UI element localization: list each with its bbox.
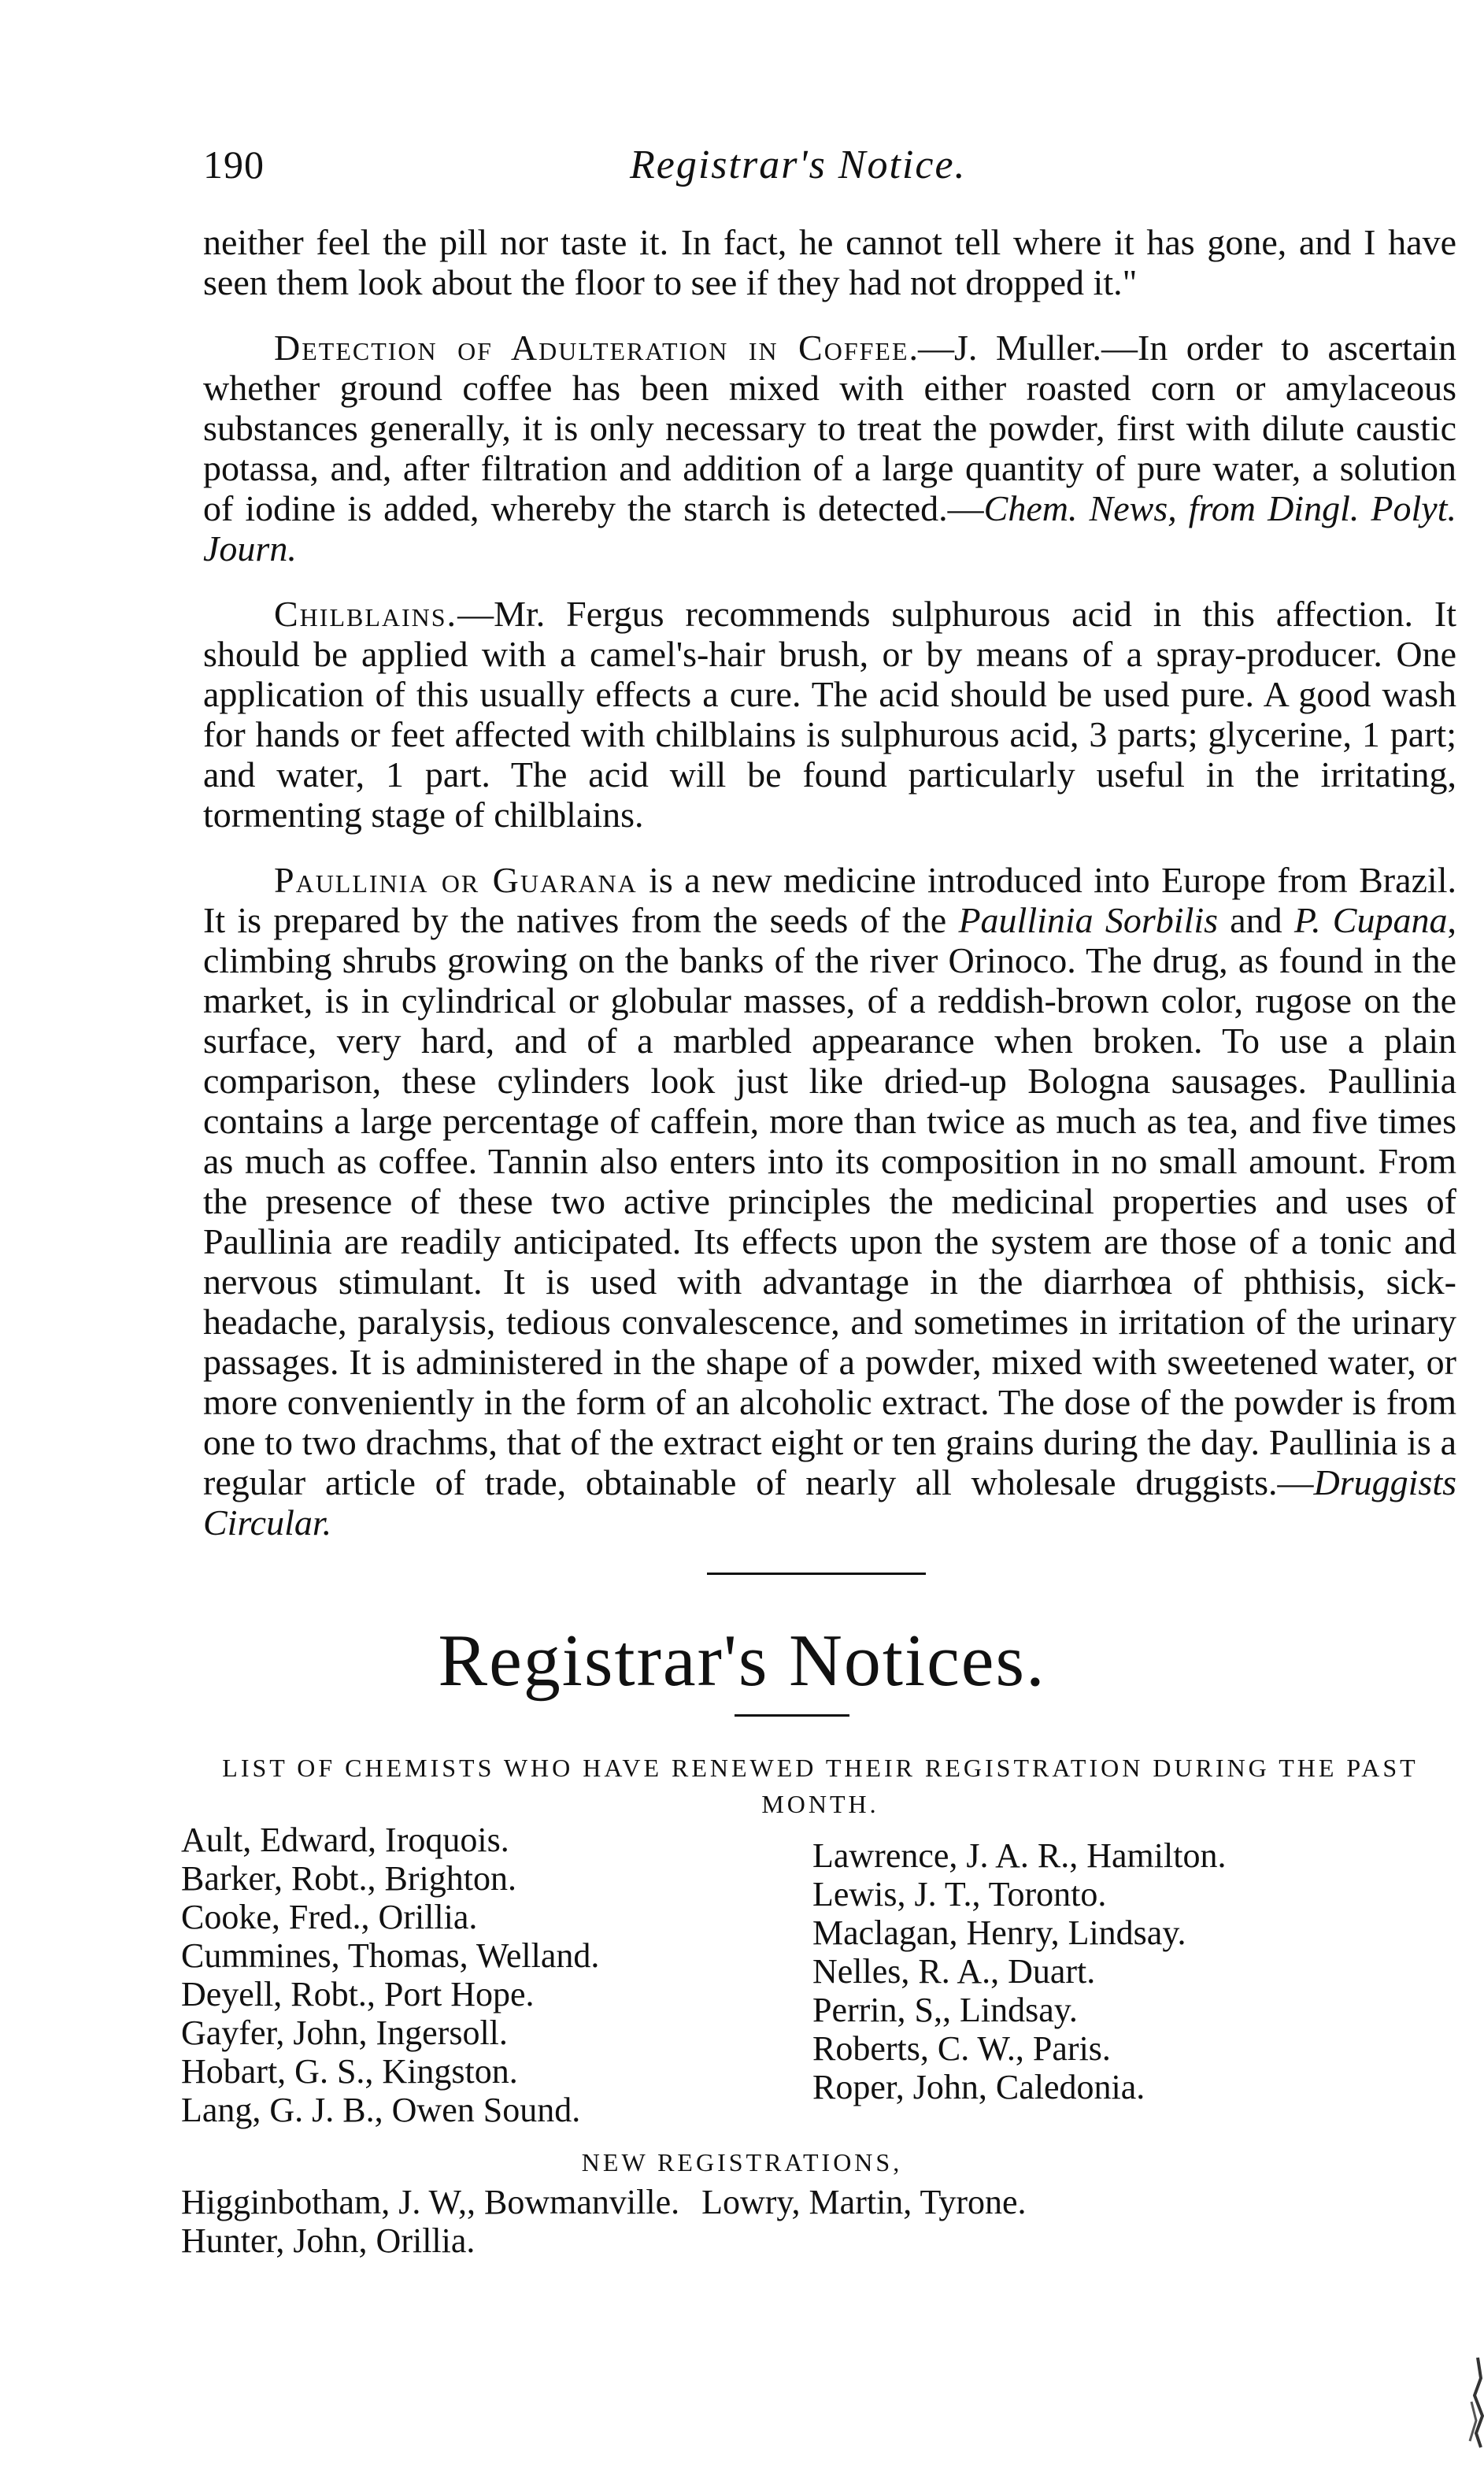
list-item: Nelles, R. A., Duart. — [812, 1952, 1096, 1991]
coffee-source: Chem. News, from Dingl. Polyt. Journ. — [203, 488, 1456, 569]
list-item: Ault, Edward, Iroquois. — [181, 1821, 509, 1859]
list-item: Lewis, J. T., Toronto. — [812, 1875, 1107, 1913]
opening-paragraph: neither feel the pill nor taste it. In fact, he cannot tell where it has gone, and I have seen them look about the floor to see if they had not dropped it." — [203, 222, 1456, 302]
list-item: Hunter, John, Orillia. — [181, 2221, 476, 2260]
list-item: Deyell, Robt., Port Hope. — [181, 1975, 535, 2013]
coffee-paragraph — [203, 328, 1456, 569]
list-item: Barker, Robt., Brighton. — [181, 1859, 516, 1898]
renewed-list-left — [181, 1821, 599, 2129]
list-item: Lang, G. J. B., Owen Sound. — [181, 2091, 581, 2129]
new-entry: Lowry, Martin, Tyrone. — [701, 2183, 1027, 2221]
paullinia-source: Druggists Circular. — [203, 1462, 1456, 1543]
notices-title: Registrar's Notices. — [438, 1620, 1046, 1702]
paullinia-heading: Paullinia or Guarana — [274, 860, 638, 900]
section-divider — [707, 1573, 926, 1575]
title-underline — [735, 1714, 849, 1717]
chilblains-text: —Mr. Fergus recommends sulphurous acid in this affection. It should be applied with a camel's-hair brush, or by means of a spray-producer. One application of this usually effects a cure. The acid should be used pure. A good wash for hands or feet affected with chilblains is sulphurous acid, 3 parts; glycerine, 1 part; and water, 1 part. The acid will be found particularly useful in the irritating, tormenting stage of chilblains. — [203, 594, 1456, 835]
coffee-heading: Detection of Adulteration in Coffee — [274, 328, 909, 368]
list-item: Cooke, Fred., Orillia. — [181, 1898, 478, 1936]
list-item: Cummines, Thomas, Welland. — [181, 1936, 600, 1975]
renewed-heading: LIST OF CHEMISTS WHO HAVE RENEWED THEIR REGISTRATION DURING THE PAST MONTH. — [222, 1754, 1419, 1818]
list-item: Roper, John, Caledonia. — [812, 2068, 1145, 2106]
list-item: Perrin, S,, Lindsay. — [812, 1991, 1078, 2029]
page-edge-mark — [1464, 2354, 1484, 2449]
paullinia-paragraph — [203, 860, 1456, 1543]
list-item — [181, 2183, 1027, 2221]
paullinia-text-2: and — [1218, 900, 1294, 940]
paullinia-text-1: is a new medicine introduced into Europe from Brazil. It is prepared by the natives from the seeds of the — [203, 860, 1456, 940]
paullinia-text-3: , climbing shrubs growing on the banks of the river Orinoco. The drug, as found in the market, is in cylindrical or globular masses, of a reddish-brown color, rugose on the surface, very hard, and of a marbled appearance when broken. To use a plain comparison, these cylinders look just like dried-up Bologna sausages. Paullinia contains a large percentage of caffein, more than twice as much as tea, and five times as much as coffee. Tannin also enters into its composition in no small amount. From the presence of these two active principles the medicinal properties and uses of Paullinia are readily anticipated. Its effects upon the system are those of a tonic and nervous stimulant. It is used with advantage in the diarrhœa of phthisis, sick-headache, paralysis, tedious convalescence, and sometimes in irritation of the urinary passages. It is administered in the shape of a powder, mixed with sweetened water, or more conveniently in the form of an alcoholic extract. The dose of the powder is from one to two drachms, that of the extract eight or ten grains during the day. Paullinia is a regular article of trade, obtainable of nearly all wholesale druggists.— — [203, 900, 1456, 1502]
new-registrations-list — [181, 2183, 1027, 2260]
chilblains-paragraph — [203, 594, 1456, 835]
running-head — [0, 142, 1484, 205]
article-body — [203, 222, 1456, 1543]
list-item: Hobart, G. S., Kingston. — [181, 2052, 518, 2091]
running-head-title: Registrar's Notice. — [630, 143, 967, 187]
renewed-list-right — [812, 1836, 1226, 2106]
page-number: 190 — [203, 143, 265, 187]
list-item: Gayfer, John, Ingersoll. — [181, 2013, 508, 2052]
list-item: Roberts, C. W., Paris. — [812, 2029, 1111, 2068]
chilblains-heading: Chilblains. — [274, 594, 458, 634]
coffee-text: In order to ascertain whether ground coffee has been mixed with either roasted corn or amylaceous substances generally, it is only necessary to treat the powder, first with dilute caustic potassa, and, after filtration and addition of a large quantity of pure water, a solution of iodine is added, whereby the starch is detected.— — [203, 328, 1456, 528]
paullinia-species-1: Paullinia Sorbilis — [958, 900, 1219, 940]
coffee-author: .—J. Muller.— — [909, 328, 1138, 368]
list-item: Lawrence, J. A. R., Hamilton. — [812, 1836, 1227, 1875]
list-item: Maclagan, Henry, Lindsay. — [812, 1913, 1186, 1952]
new-entry: Higginbotham, J. W,, Bowmanville. — [181, 2183, 680, 2221]
paullinia-species-2: P. Cupana — [1293, 900, 1448, 940]
new-registrations-heading: NEW REGISTRATIONS, — [581, 2148, 903, 2176]
